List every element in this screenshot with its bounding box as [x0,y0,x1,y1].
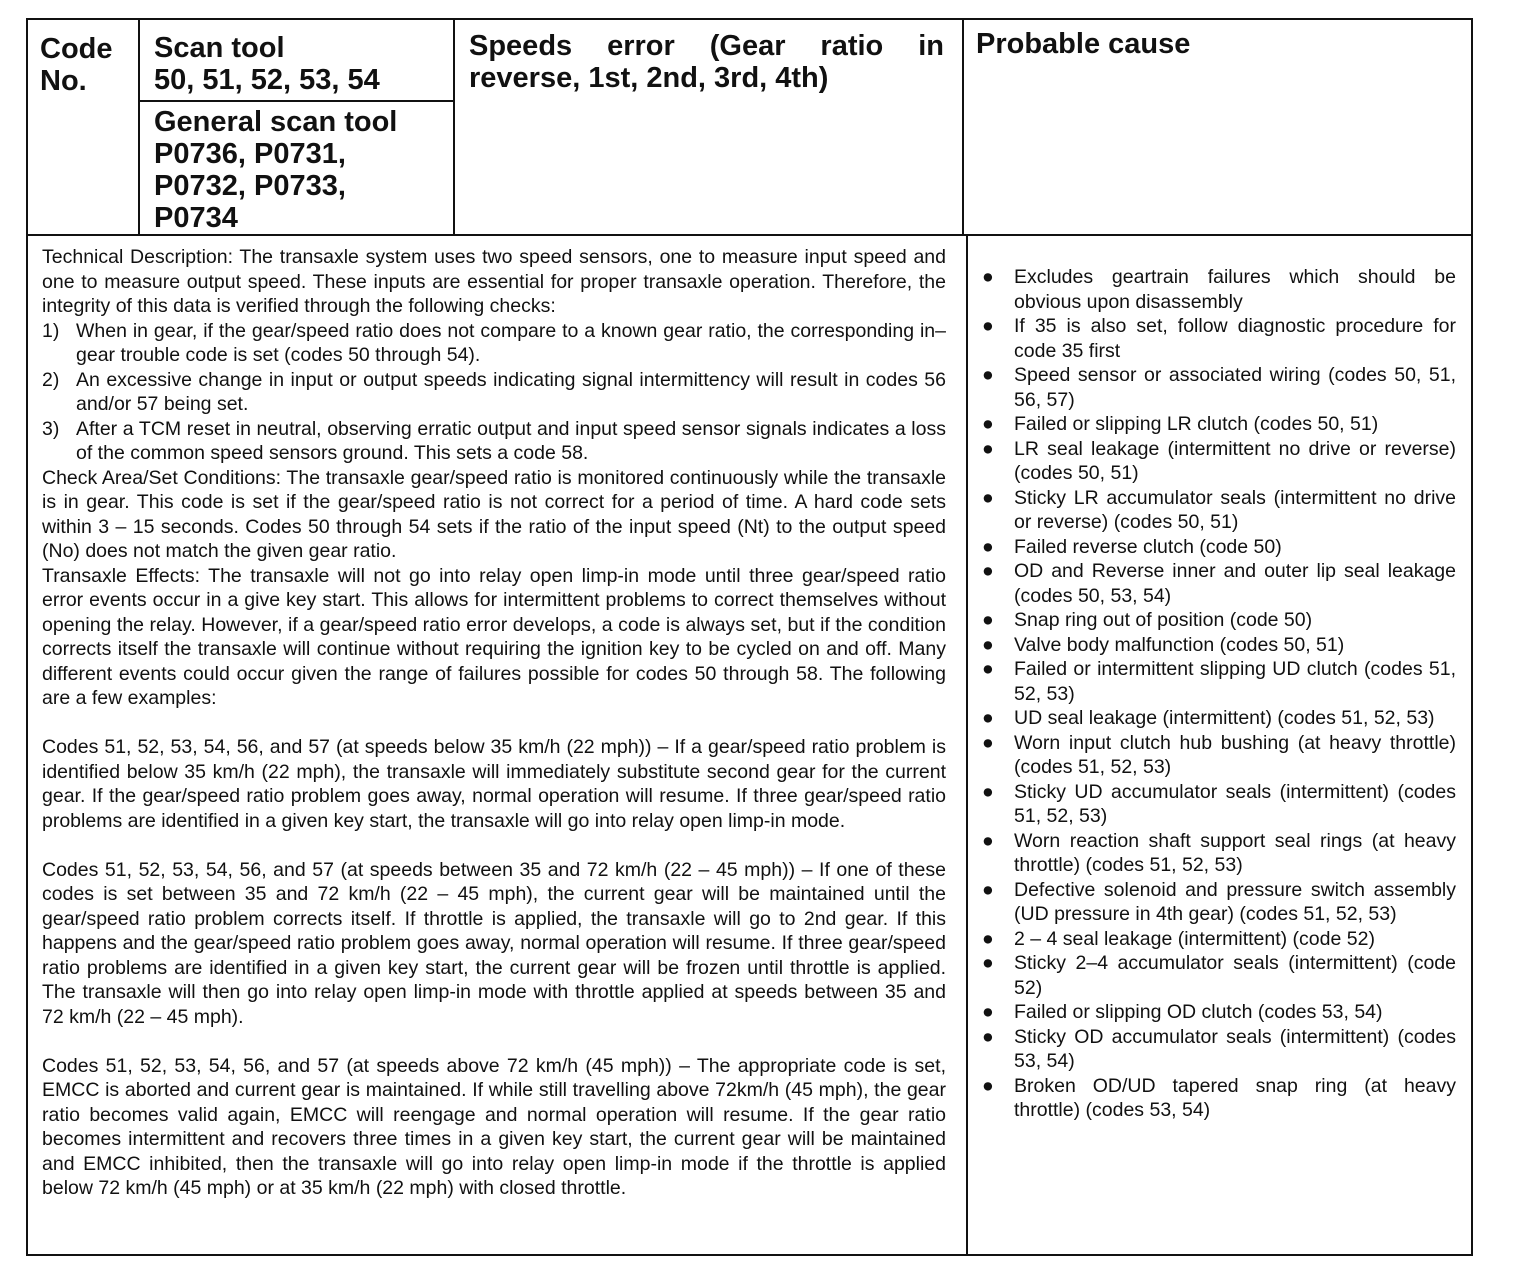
example-below-35: Codes 51, 52, 53, 54, 56, and 57 (at speeds below 35 km/h (22 mph)) – If a gear/speed ratio problem is identified below 35 km/h (22 mph), the transaxle will immediately substitute second gear for the current gear. If the gear/speed ratio problem goes away, normal operation will resume. If three gear/speed ratio problems are identified in a given key start, the transaxle will go into relay open limp-in mode. [42,736,946,832]
divider-header [28,234,1473,236]
technical-description: Technical Description: The transaxle system uses two speed sensors, one to measure input speed and one to measure output speed. These inputs are essential for proper transaxle operation. Therefore, the integrity of this data is verified through the following checks: [42,246,946,317]
code-label: Code [40,33,113,65]
cause-text: Broken OD/UD tapered snap ring (at heavy throttle) (codes 53, 54) [1014,1074,1456,1121]
cause-text: Snap ring out of position (code 50) [1014,609,1313,631]
cause-text: Failed reverse clutch (code 50) [1014,535,1282,558]
diagnostic-code-table [26,18,1473,1256]
cause-text: Defective solenoid and pressure switch assembly (UD pressure in 4th gear) (codes 51, 52, 53) [1014,878,1456,925]
cause-text: Sticky LR accumulator seals (intermittent no drive or reverse) (codes 50, 51) [1014,486,1456,533]
general-scan-tool-title: General scan tool [154,106,398,138]
list-item [976,927,1456,952]
speeds-error-header [469,30,944,94]
bullet-icon: ● [982,266,994,288]
check-number: 2) [42,368,60,391]
bullet-icon: ● [982,1001,994,1023]
list-item [976,657,1456,706]
list-item [976,363,1456,412]
bullet-icon: ● [982,658,994,680]
list-item [976,951,1456,1000]
cause-text: Speed sensor or associated wiring (codes 50, 51, 56, 57) [1014,364,1456,411]
check-item [42,368,946,417]
paragraph-spacer [42,1029,946,1054]
number-label: No. [40,65,87,97]
check-item [42,319,946,368]
bullet-icon: ● [982,413,994,435]
cause-text: LR seal leakage (intermittent no drive or reverse) (codes 50, 51) [1014,437,1456,484]
cause-text: OD and Reverse inner and outer lip seal leakage (codes 50, 53, 54) [1014,560,1456,607]
bullet-icon: ● [982,1074,994,1097]
bullet-icon: ● [982,878,994,901]
paragraph-spacer [42,711,946,736]
bullet-icon: ● [982,609,994,631]
bullet-icon: ● [982,315,994,337]
speeds-error-line-2: reverse, 1st, 2nd, 3rd, 4th) [469,62,829,94]
cause-text: UD seal leakage (intermittent) (codes 51, 52, 53) [1014,707,1435,729]
divider-cause-col [962,20,964,235]
divider-scan-col [453,20,455,235]
check-text: When in gear, if the gear/speed ratio does not compare to a known gear ratio, the corresponding in–gear trouble code is set (codes 50 through 54). [76,319,946,366]
list-item [976,633,1456,658]
probable-cause-title: Probable cause [976,28,1191,60]
divider-code-col [138,20,140,235]
cause-text: Valve body malfunction (codes 50, 51) [1014,633,1345,656]
list-item [976,535,1456,560]
cause-text: Sticky 2–4 accumulator seals (intermittent) (code 52) [1014,952,1456,999]
bullet-icon: ● [982,560,994,582]
list-item [976,265,1456,314]
bullet-icon: ● [982,829,994,852]
list-item [976,1000,1456,1025]
probable-cause-list [976,265,1456,1123]
bullet-icon: ● [982,952,994,974]
list-item [976,731,1456,780]
check-item [42,417,946,466]
check-text: After a TCM reset in neutral, observing erratic output and input speed sensor signals indicates a loss of the common speed sensors ground. This sets a code 58. [76,417,946,464]
paragraph-spacer [42,833,946,858]
example-between-35-72: Codes 51, 52, 53, 54, 56, and 57 (at speeds between 35 and 72 km/h (22 – 45 mph)) – If one of these codes is set between 35 and 72 km/h (22 – 45 mph), the current gear will be maintained until the gear/speed ratio problem corrects itself. If throttle is applied, the transaxle will go to 2nd gear. If this happens and the gear/speed ratio problem goes away, normal operation will resume. If three gear/speed ratio problems are identified in a given key start, the current gear will be frozen until throttle is applied. The transaxle will then go into relay open limp-in mode with throttle applied at speeds between 35 and 72 km/h (22 – 45 mph). [42,858,946,1028]
list-item [976,878,1456,927]
cause-text: If 35 is also set, follow diagnostic procedure for code 35 first [1014,315,1456,362]
list-item [976,412,1456,437]
list-item [976,1025,1456,1074]
cause-text: Failed or slipping OD clutch (codes 53, 54) [1014,1001,1383,1023]
general-codes-line-3: P0734 [154,202,238,234]
divider-scan-tool [140,100,453,102]
general-codes-line-2: P0732, P0733, [154,170,346,202]
bullet-icon: ● [982,927,994,950]
scan-tool-codes: 50, 51, 52, 53, 54 [154,64,380,96]
cause-text: Failed or intermittent slipping UD clutch (codes 51, 52, 53) [1014,658,1456,705]
list-item [976,437,1456,486]
divider-body-cause-col [966,235,968,1256]
probable-cause-column [976,265,1456,1123]
cause-text: Sticky UD accumulator seals (intermittent) (codes 51, 52, 53) [1014,780,1456,827]
example-above-72: Codes 51, 52, 53, 54, 56, and 57 (at speeds above 72 km/h (45 mph)) – The appropriate code is set, EMCC is aborted and current gear is maintained. If while still travelling above 72km/h (45 mph), the gear ratio becomes valid again, EMCC will reengage and normal operation will resume. If the gear ratio becomes intermittent and recovers three times in a given key start, the current gear will be maintained and EMCC inhibited, then the transaxle will go into relay open limp-in mode if the throttle is applied below 72 km/h (45 mph) or at 35 km/h (22 mph) with closed throttle. [42,1054,946,1199]
code-number-header [40,33,135,97]
cause-text: Excludes geartrain failures which should be obvious upon disassembly [1014,266,1456,313]
bullet-icon: ● [982,780,994,803]
scan-tool-header [154,32,449,96]
list-item [976,1074,1456,1123]
scan-tool-title: Scan tool [154,32,285,64]
bullet-icon: ● [982,535,994,558]
list-item [976,608,1456,633]
bullet-icon: ● [982,486,994,509]
list-item [976,314,1456,363]
cause-text: Failed or slipping LR clutch (codes 50, 51) [1014,413,1379,435]
list-item [976,829,1456,878]
bullet-icon: ● [982,633,994,656]
check-text: An excessive change in input or output speeds indicating signal intermittency will result in codes 56 and/or 57 being set. [76,368,946,415]
check-number: 1) [42,319,60,342]
description-column [42,245,946,1201]
list-item [976,706,1456,731]
bullet-icon: ● [982,364,994,386]
check-number: 3) [42,417,60,440]
list-item [976,559,1456,608]
bullet-icon: ● [982,437,994,460]
transaxle-effects: Transaxle Effects: The transaxle will not go into relay open limp-in mode until three gear/speed ratio error events occur in a give key start. This allows for intermittent problems to correct themselves without opening the relay. However, if a gear/speed ratio error develops, a code is always set, but if the condition corrects itself the transaxle will continue without requiring the ignition key to be cycled on and off. Many different events could occur given the range of failures possible for codes 50 through 58. The following are a few examples: [42,564,946,709]
bullet-icon: ● [982,1025,994,1048]
general-scan-tool-header [154,106,449,234]
speeds-error-line-1: Speeds error (Gear ratio in [469,30,944,62]
general-codes-line-1: P0736, P0731, [154,138,346,170]
cause-text: Worn reaction shaft support seal rings (at heavy throttle) (codes 51, 52, 53) [1014,829,1456,876]
bullet-icon: ● [982,707,994,729]
bullet-icon: ● [982,731,994,754]
cause-text: Sticky OD accumulator seals (intermittent) (codes 53, 54) [1014,1025,1456,1072]
cause-text: 2 – 4 seal leakage (intermittent) (code 52) [1014,927,1375,950]
list-item [976,486,1456,535]
list-item [976,780,1456,829]
cause-text: Worn input clutch hub bushing (at heavy throttle) (codes 51, 52, 53) [1014,731,1456,778]
check-area-set-conditions: Check Area/Set Conditions: The transaxle gear/speed ratio is monitored continuously while the transaxle is in gear. This code is set if the gear/speed ratio is not correct for a period of time. A hard code sets within 3 – 15 seconds. Codes 50 through 54 sets if the ratio of the input speed (Nt) to the output speed (No) does not match the given gear ratio. [42,466,946,562]
